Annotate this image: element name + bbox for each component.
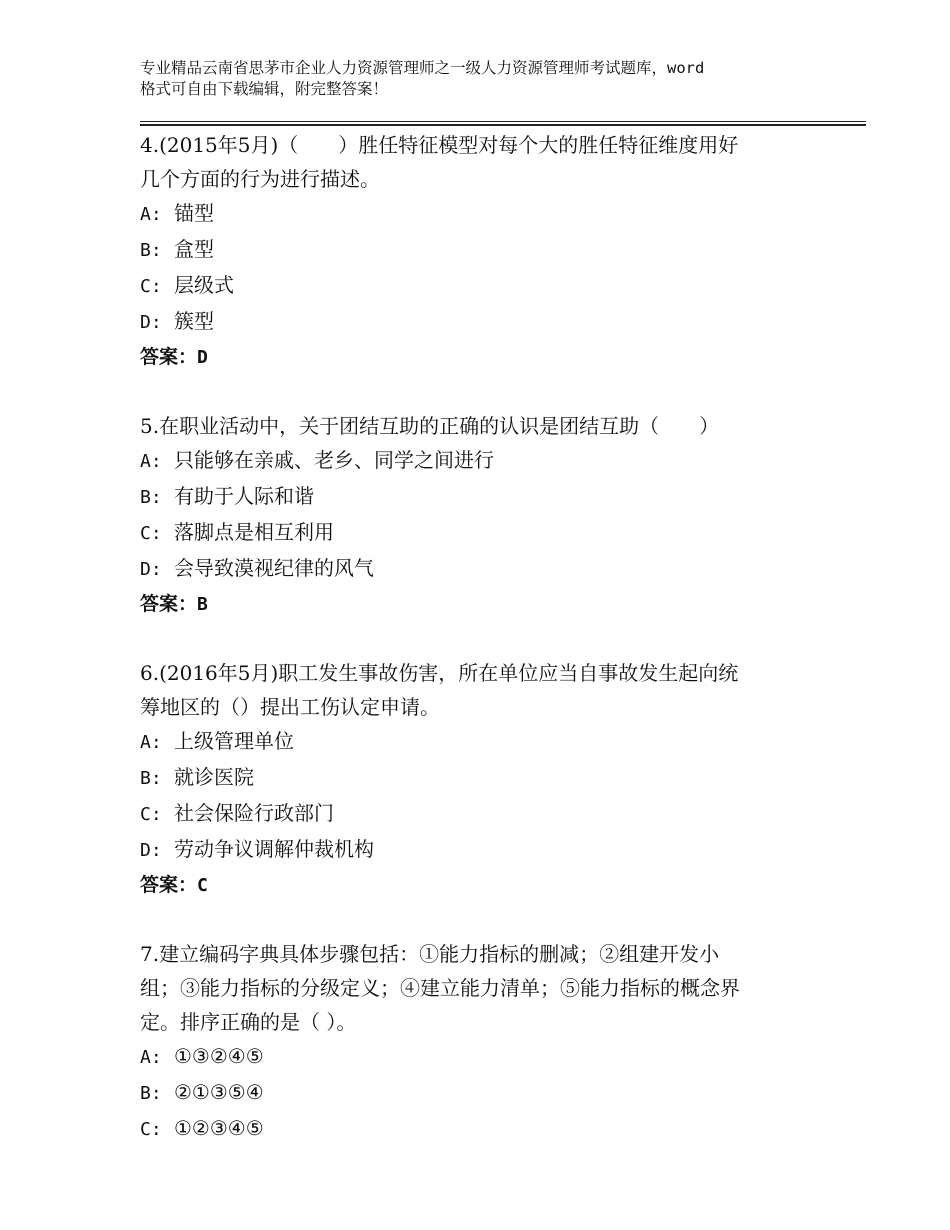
answer-line <box>140 340 840 375</box>
option-d <box>140 832 840 868</box>
option-d <box>140 551 840 587</box>
option-text: 盒型 <box>174 237 214 261</box>
option-text: 就诊医院 <box>174 765 254 789</box>
option-text: ①③②④⑤ <box>174 1044 264 1068</box>
header-line-1: 专业精品云南省思茅市企业人力资源管理师之一级人力资源管理师考试题库，word <box>140 59 705 77</box>
question-list <box>140 128 840 1147</box>
answer-label: 答案： <box>140 874 198 896</box>
question-gap <box>140 622 840 656</box>
answer-label: 答案： <box>140 346 198 368</box>
answer-value: B <box>197 594 208 615</box>
option-key: C: <box>140 804 162 825</box>
option-text: 会导致漠视纪律的风气 <box>174 556 374 580</box>
option-key: C: <box>140 276 162 297</box>
header-line-2: 格式可自由下载编辑，附完整答案！ <box>140 80 389 98</box>
option-c <box>140 796 840 832</box>
option-a <box>140 1039 840 1075</box>
question-5 <box>140 409 840 622</box>
option-key: D: <box>140 312 162 333</box>
option-text: 社会保险行政部门 <box>174 801 334 825</box>
option-b <box>140 1075 840 1111</box>
option-key: D: <box>140 840 162 861</box>
question-6 <box>140 656 840 903</box>
answer-value: C <box>197 875 208 896</box>
option-c <box>140 268 840 304</box>
option-c <box>140 1111 840 1147</box>
option-text: ②①③⑤④ <box>174 1080 264 1104</box>
question-7 <box>140 937 840 1147</box>
option-text: 层级式 <box>174 273 234 297</box>
option-text: 簇型 <box>174 309 214 333</box>
document-header <box>140 58 840 100</box>
option-key: C: <box>140 1119 162 1140</box>
option-a <box>140 443 840 479</box>
header-divider-thin <box>140 121 866 122</box>
stem-line: 5.在职业活动中，关于团结互助的正确的认识是团结互助（ ） <box>140 414 720 438</box>
answer-value: D <box>197 347 208 368</box>
stem-line: 筹地区的（）提出工伤认定申请。 <box>140 695 440 719</box>
option-key: B: <box>140 240 162 261</box>
question-stem <box>140 656 840 724</box>
stem-line: 几个方面的行为进行描述。 <box>140 167 380 191</box>
stem-line: 7.建立编码字典具体步骤包括：①能力指标的删减；②组建开发小 <box>140 942 720 966</box>
option-key: A: <box>140 204 162 225</box>
question-stem <box>140 128 840 196</box>
question-stem <box>140 937 840 1039</box>
header-divider-thick <box>140 124 866 126</box>
option-text: 只能够在亲戚、老乡、同学之间进行 <box>174 448 494 472</box>
answer-line <box>140 868 840 903</box>
option-a <box>140 196 840 232</box>
option-key: A: <box>140 1047 162 1068</box>
answer-label: 答案： <box>140 593 198 615</box>
option-c <box>140 515 840 551</box>
option-b <box>140 232 840 268</box>
option-key: A: <box>140 732 162 753</box>
option-key: B: <box>140 487 162 508</box>
option-text: ①②③④⑤ <box>174 1116 264 1140</box>
question-4 <box>140 128 840 375</box>
stem-line: 4.(2015年5月)（ ）胜任特征模型对每个大的胜任特征维度用好 <box>140 133 739 157</box>
stem-line: 定。排序正确的是（ ）。 <box>140 1010 357 1034</box>
option-key: D: <box>140 559 162 580</box>
option-b <box>140 479 840 515</box>
option-key: B: <box>140 1083 162 1104</box>
option-d <box>140 304 840 340</box>
option-text: 上级管理单位 <box>174 729 294 753</box>
option-key: A: <box>140 451 162 472</box>
option-text: 劳动争议调解仲裁机构 <box>174 837 374 861</box>
question-stem <box>140 409 840 443</box>
option-key: C: <box>140 523 162 544</box>
option-text: 有助于人际和谐 <box>174 484 314 508</box>
question-gap <box>140 375 840 409</box>
option-a <box>140 724 840 760</box>
option-key: B: <box>140 768 162 789</box>
option-text: 锚型 <box>174 201 214 225</box>
option-b <box>140 760 840 796</box>
stem-line: 6.(2016年5月)职工发生事故伤害，所在单位应当自事故发生起向统 <box>140 661 739 685</box>
option-text: 落脚点是相互利用 <box>174 520 334 544</box>
question-gap <box>140 903 840 937</box>
stem-line: 组；③能力指标的分级定义；④建立能力清单；⑤能力指标的概念界 <box>140 976 740 1000</box>
answer-line <box>140 587 840 622</box>
